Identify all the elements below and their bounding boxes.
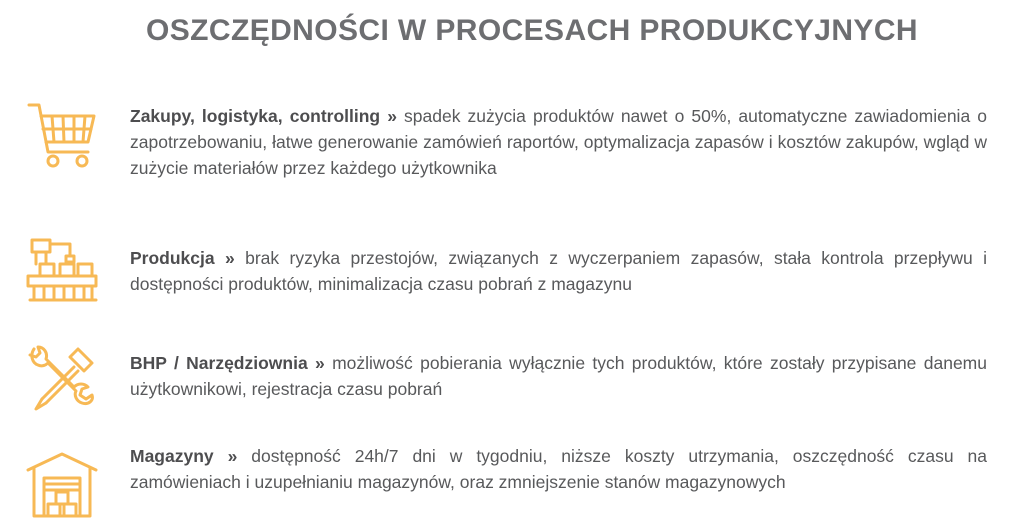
production-line-icon [26, 234, 98, 306]
item-separator: » [214, 248, 246, 268]
page-title: OSZCZĘDNOŚCI W PROCESACH PRODUKCYJNYCH [146, 14, 918, 47]
item-text [130, 245, 987, 297]
shopping-cart-icon [26, 100, 98, 172]
warehouse-icon [26, 448, 98, 520]
item-body: dostępność 24h/7 dni w tygodniu, niższe koszty utrzymania, oszczędność czasu na zamówieniach i uzupełnianiu magazynów, oraz zmniejszenie stanów magazynowych [130, 446, 987, 492]
item-separator: » [380, 106, 405, 126]
item-separator: » [307, 353, 333, 373]
item-text [130, 443, 987, 495]
item-heading: Zakupy, logistyka, controlling [130, 106, 381, 126]
wrench-screwdriver-icon [26, 343, 98, 415]
item-body: możliwość pobierania wyłącznie tych produktów, które zostały przypisane danemu użytkownikowi, rejestracja czasu pobrań [130, 353, 987, 399]
item-text [130, 350, 987, 402]
item-separator: » [213, 446, 252, 466]
item-body: spadek zużycia produktów nawet o 50%, automatyczne zawiadomienia o zapotrzebowaniu, łatwe generowanie zamówień raportów, optymalizacja zapasów i kosztów zakupów, wgląd w zużycie materiałów przez każdego użytkownika [130, 106, 987, 178]
item-heading: BHP / Narzędziownia [130, 353, 308, 373]
item-heading: Produkcja [130, 248, 215, 268]
item-text [130, 103, 987, 181]
item-heading: Magazyny [130, 446, 214, 466]
item-body: brak ryzyka przestojów, związanych z wyczerpaniem zapasów, stała kontrola przepływu i dostępności produktów, minimalizacja czasu pobrań z magazynu [130, 248, 987, 294]
